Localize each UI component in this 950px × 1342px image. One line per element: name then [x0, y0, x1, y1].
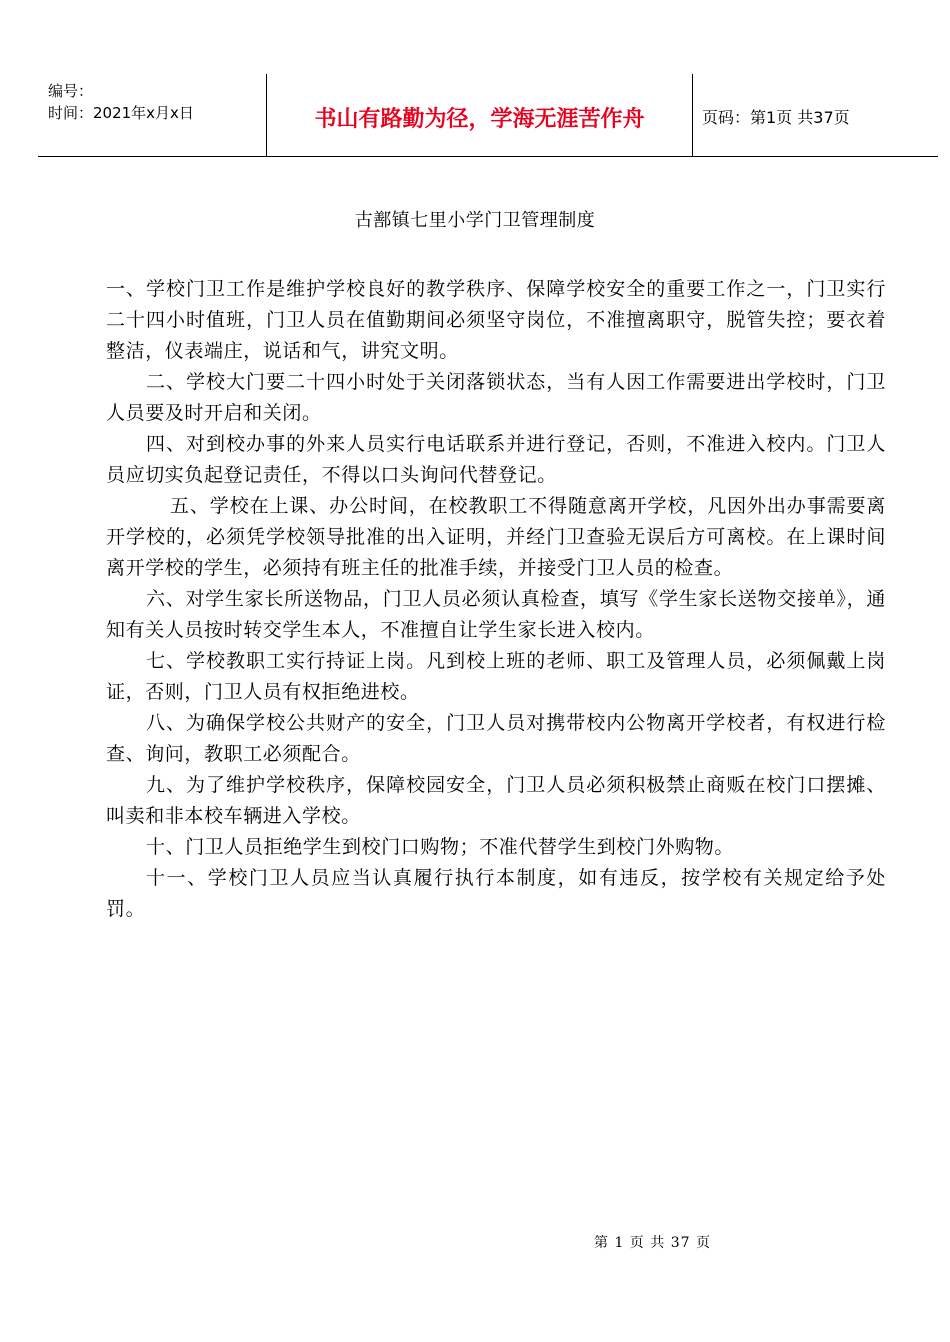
paragraph-2: 二、学校大门要二十四小时处于关闭落锁状态，当有人因工作需要进出学校时，门卫人员要及时开启和关闭。 [106, 371, 886, 424]
date-label: 时间：2021年x月x日 [48, 104, 194, 122]
document-title: 古鄯镇七里小学门卫管理制度 [354, 210, 596, 231]
paragraph-8: 八、为确保学校公共财产的安全，门卫人员对携带校内公物离开学校者，有权进行检查、询问，教职工必须配合。 [106, 712, 886, 765]
paragraph-9: 九、为了维护学校秩序，保障校园安全，门卫人员必须积极禁止商贩在校门口摆摊、叫卖和非本校车辆进入学校。 [106, 774, 886, 827]
header-page-info: 页码：第1页 共37页 [702, 108, 850, 127]
paragraph-10: 十、门卫人员拒绝学生到校门口购物；不准代替学生到校门外购物。 [146, 836, 735, 858]
header-motto: 书山有路勤为径，学海无涯苦作舟 [314, 106, 645, 132]
document-body [106, 274, 886, 925]
page-footer: 第 1 页 共 37 页 [594, 1235, 711, 1251]
serial-number-label: 编号： [48, 82, 94, 100]
paragraph-5: 五、学校在上课、办公时间，在校教职工不得随意离开学校，凡因外出办事需要离开学校的，必须凭学校领导批准的出入证明，并经门卫查验无误后方可离校。在上课时间离开学校的学生，必须持有班主任的批准手续，并接受门卫人员的检查。 [106, 495, 886, 579]
paragraph-11: 十一、学校门卫人员应当认真履行执行本制度，如有违反，按学校有关规定给予处罚。 [106, 867, 886, 920]
header-divider [692, 74, 693, 156]
paragraph-4: 四、对到校办事的外来人员实行电话联系并进行登记，否则，不准进入校内。门卫人员应切实负起登记责任，不得以口头询问代替登记。 [106, 433, 886, 486]
paragraph-6: 六、对学生家长所送物品，门卫人员必须认真检查，填写《学生家长送物交接单》，通知有关人员按时转交学生本人，不准擅自让学生家长进入校内。 [106, 588, 886, 641]
page-header [38, 74, 938, 157]
paragraph-1: 一、学校门卫工作是维护学校良好的教学秩序、保障学校安全的重要工作之一，门卫实行二十四小时值班，门卫人员在值勤期间必须坚守岗位，不准擅离职守，脱管失控；要衣着整洁，仪表端庄，说话和气，讲究文明。 [106, 278, 886, 362]
header-meta [48, 80, 268, 124]
paragraph-7: 七、学校教职工实行持证上岗。凡到校上班的老师、职工及管理人员，必须佩戴上岗证，否则，门卫人员有权拒绝进校。 [106, 650, 886, 703]
